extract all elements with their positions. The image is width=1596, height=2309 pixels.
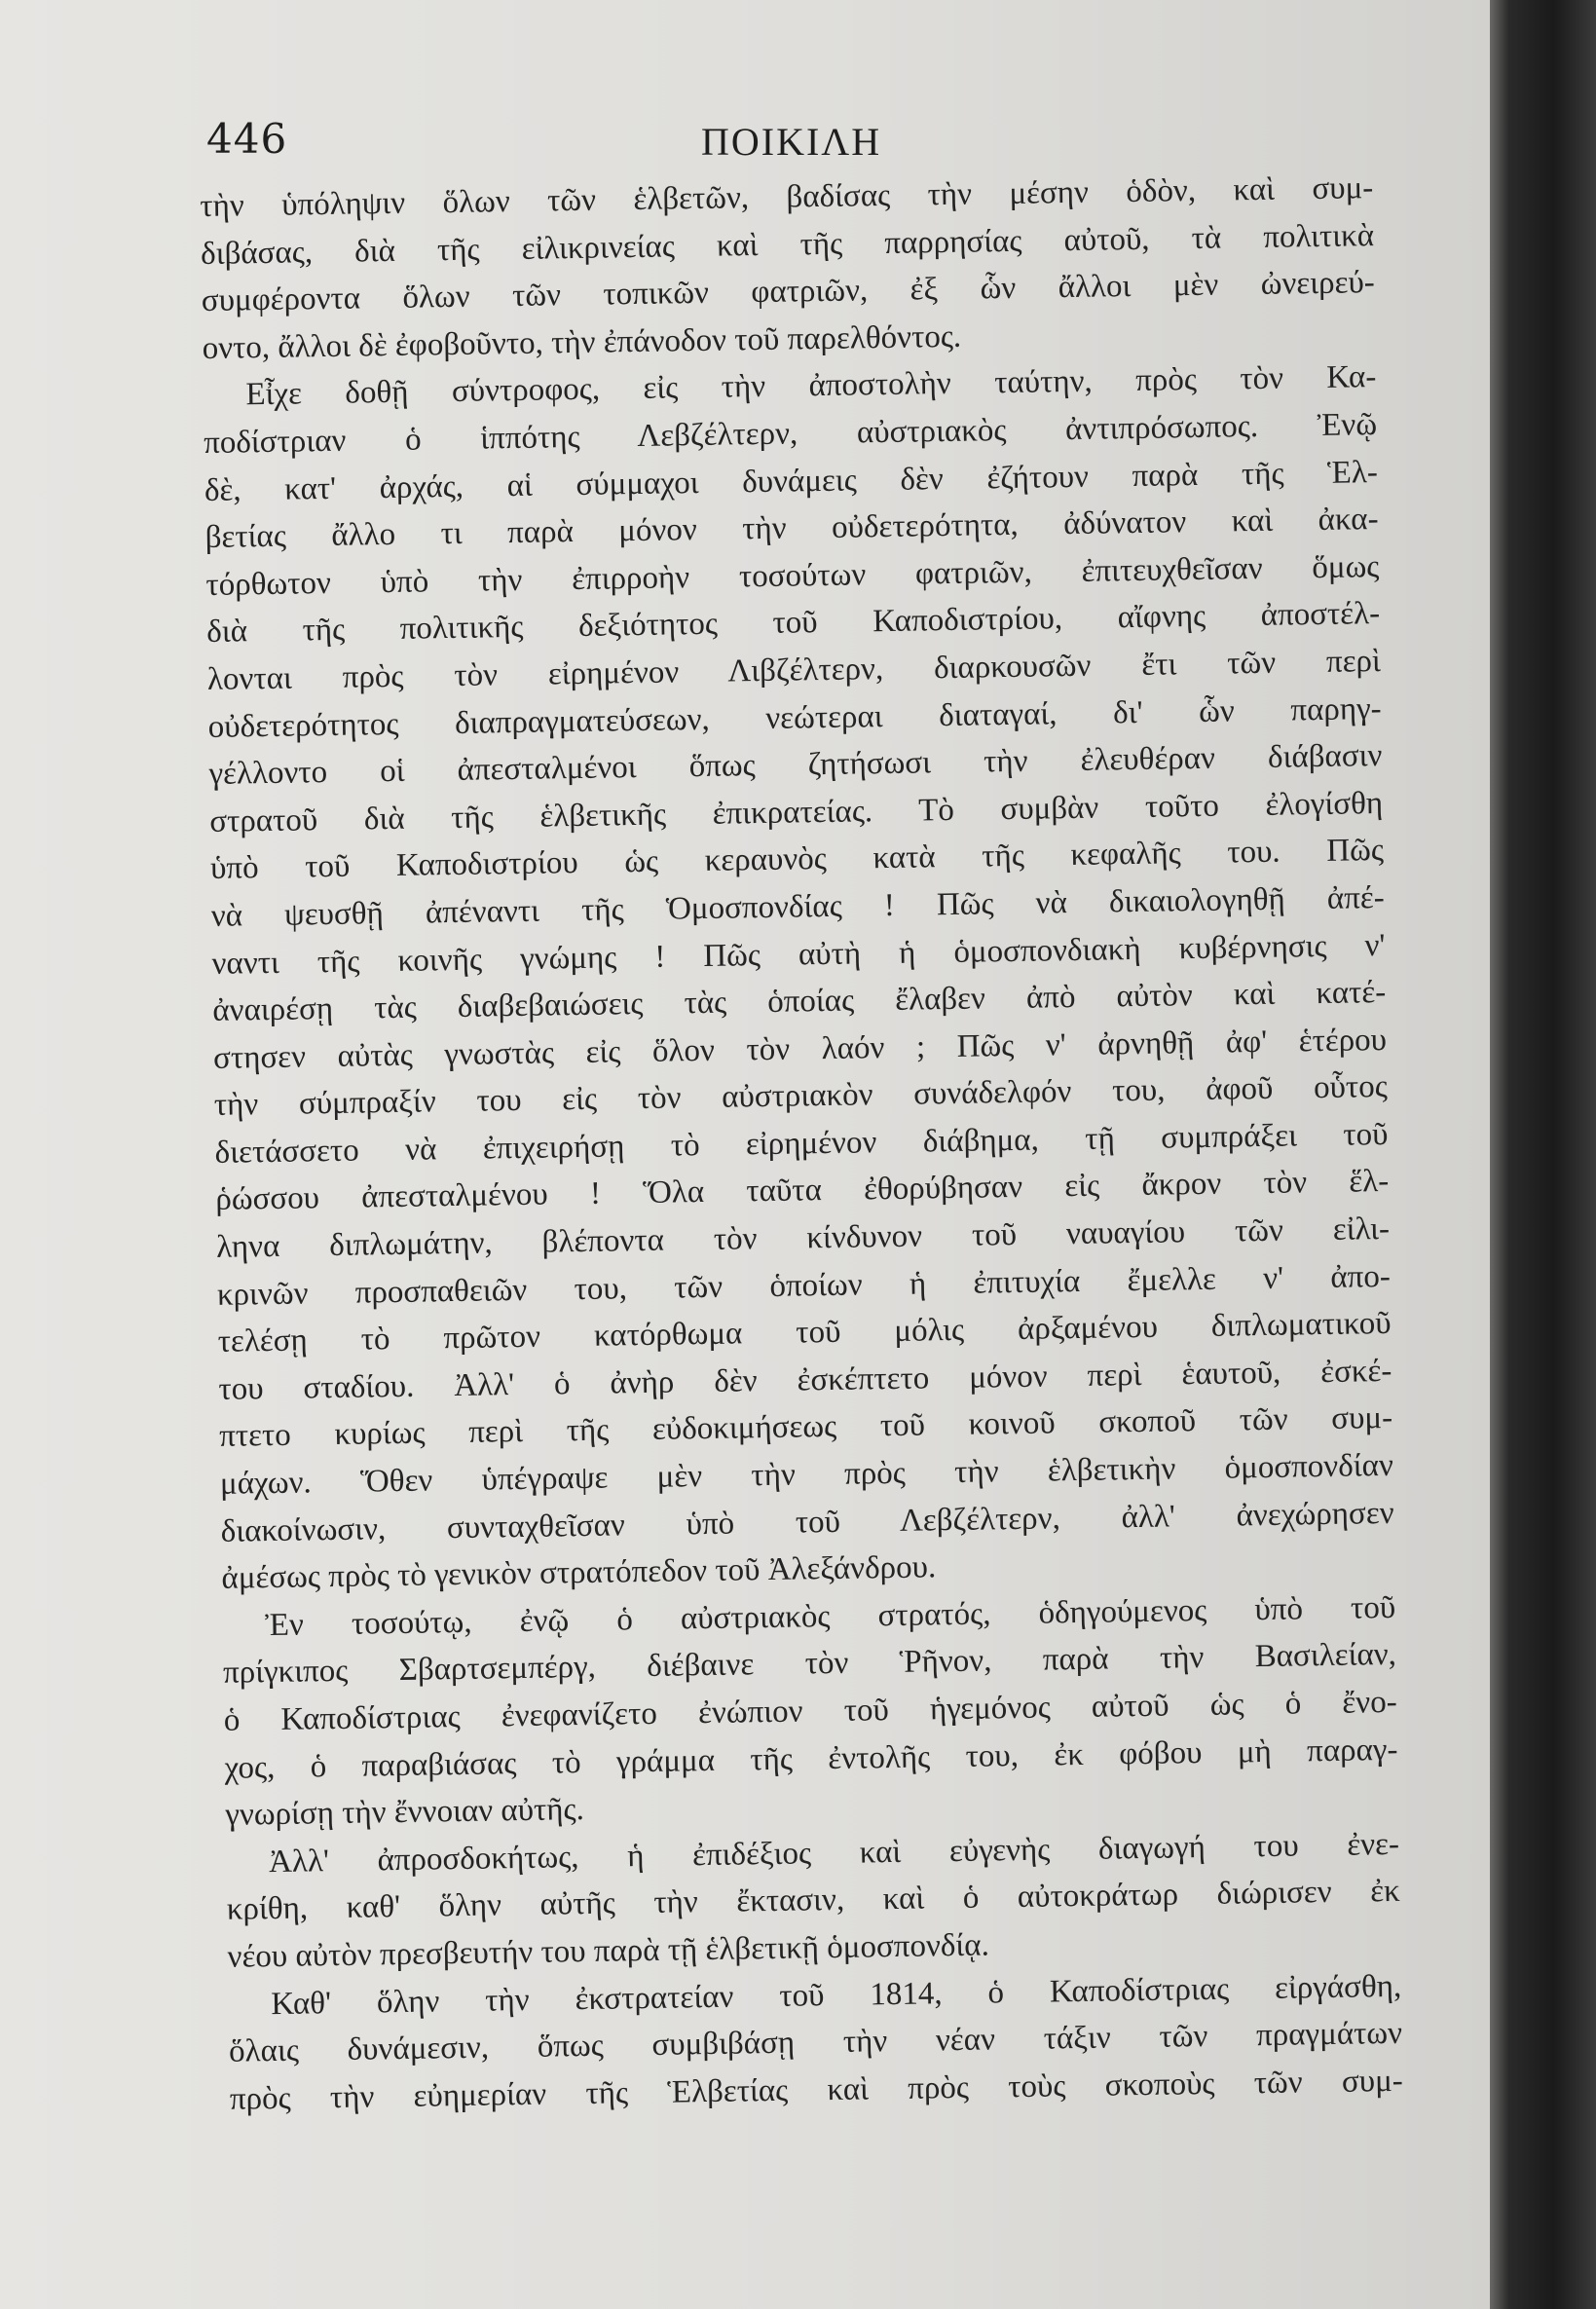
text-line: οντο, ἄλλοι δὲ ἐφοβοῦντο, τὴν ἐπάνοδον τοῦ παρελθόντος. (202, 318, 962, 366)
text-line: γέλλοντο οἱ ἀπεσταλμένοι ὅπως ζητήσωσι τὴν ἐλευθέραν διάβασιν (208, 738, 1383, 793)
text-line: ληνα διπλωμάτην, βλέποντα τὸν κίνδυνον τοῦ ναυαγίου τῶν εἰλι- (215, 1211, 1391, 1265)
text-line: κρινῶν προσπαθειῶν του, τῶν ὁποίων ἡ ἐπιτυχία ἔμελλε ν' ἀπο- (216, 1258, 1392, 1313)
text-line: Εἶχε δοθῇ σύντροφος, εἰς τὴν ἀποστολὴν ταύτην, πρὸς τὸν Κα- (245, 359, 1377, 413)
text-line: οὐδετερότητος διαπραγματεύσεων, νεώτεραι διαταγαί, δι' ὧν παρηγ- (207, 690, 1382, 745)
text-line: του σταδίου. Ἀλλ' ὁ ἀνὴρ δὲν ἐσκέπτετο μόνον περὶ ἑαυτοῦ, ἐσκέ- (218, 1353, 1392, 1407)
text-line: ὑπὸ τοῦ Καποδιστρίου ὡς κεραυνὸς κατὰ τῆς κεφαλῆς του. Πῶς (209, 833, 1385, 887)
text-line: Ἐν τοσούτῳ, ἐνῷ ὁ αὐστριακὸς στρατός, ὁδηγούμενος ὑπὸ τοῦ (264, 1589, 1396, 1643)
text-line: μάχων. Ὅθεν ὑπέγραψε μὲν τὴν πρὸς τὴν ἑλβετικὴν ὁμοσπονδίαν (219, 1447, 1394, 1502)
text-line: χος, ὁ παραβιάσας τὸ γράμμα τῆς ἐντολῆς του, ἐκ φόβου μὴ παραγ- (224, 1732, 1398, 1786)
text-line: γνωρίσῃ τὴν ἔννοιαν αὐτῆς. (225, 1792, 585, 1833)
text-line: τὴν σύμπραξίν του εἰς τὸν αὐστριακὸν συνάδελφόν του, ἀφοῦ οὗτος (213, 1069, 1389, 1124)
text-line: στησεν αὐτὰς γνωστὰς εἰς ὅλον τὸν λαόν ; Πῶς ν' ἀρνηθῇ ἀφ' ἑτέρου (212, 1022, 1388, 1076)
text-line: ἀμέσως πρὸς τὸ γενικὸν στρατόπεδον τοῦ Ἀλεξάνδρου. (221, 1549, 937, 1597)
text-line: κρίθη, καθ' ὅλην αὐτῆς τὴν ἔκτασιν, καὶ ὁ αὐτοκράτωρ διώρισεν ἐκ (226, 1874, 1400, 1928)
text-line: διὰ τῆς πολιτικῆς δεξιότητος τοῦ Καποδιστρίου, αἴφνης ἀποστέλ- (205, 596, 1381, 651)
running-title: ΠΟΙΚΙΛΗ (701, 120, 882, 164)
text-line: τὴν ὑπόληψιν ὅλων τῶν ἑλβετῶν, βαδίσας τὴν μέσην ὁδὸν, καὶ συμ- (200, 170, 1374, 224)
text-line: διακοίνωσιν, συνταχθεῖσαν ὑπὸ τοῦ Λεβζέλτερν, ἀλλ' ἀνεχώρησεν (220, 1495, 1394, 1549)
text-line: στρατοῦ διὰ τῆς ἑλβετικῆς ἐπικρατείας. Τὸ συμβὰν τοῦτο ἐλογίσθη (209, 785, 1384, 839)
text-line: ἀναιρέσῃ τὰς διαβεβαιώσεις τὰς ὁποίας ἔλαβεν ἀπὸ αὐτὸν καὶ κατέ- (212, 975, 1387, 1028)
text-line: ὁ Καποδίστριας ἐνεφανίζετο ἐνώπιον τοῦ ἡγεμόνος αὐτοῦ ὡς ὁ ἔνο- (223, 1684, 1397, 1738)
text-line: διβάσας, διὰ τῆς εἰλικρινείας καὶ τῆς παρρησίας αὐτοῦ, τὰ πολιτικὰ (200, 217, 1375, 272)
text-line: βετίας ἄλλο τι παρὰ μόνον τὴν οὐδετερότητα, ἀδύνατον καὶ ἀκα- (204, 502, 1379, 556)
text-line: πτετο κυρίως περὶ τῆς εὐδοκιμήσεως τοῦ κοινοῦ σκοποῦ τῶν συμ- (218, 1400, 1393, 1455)
text-line: ποδίστριαν ὁ ἱππότης Λεβζέλτερν, αὐστριακὸς ἀντιπρόσωπος. Ἐνῷ (203, 407, 1378, 461)
text-line: συμφέροντα ὅλων τῶν τοπικῶν φατριῶν, ἐξ ὧν ἄλλοι μὲν ὠνειρεύ- (201, 265, 1376, 319)
text-line: ῥώσσου ἀπεσταλμένου ! Ὅλα ταῦτα ἐθορύβησαν εἰς ἄκρον τὸν ἕλ- (215, 1164, 1390, 1218)
text-line: Καθ' ὅλην τὴν ἐκστρατείαν τοῦ 1814, ὁ Καποδίστριας εἰργάσθη, (271, 1968, 1402, 2022)
text-line: ὅλαις δυνάμεσιν, ὅπως συμβιβάσῃ τὴν νέαν τάξιν τῶν πραγμάτων (228, 2015, 1403, 2069)
text-line: λονται πρὸς τὸν εἰρημένον Λιβζέλτερν, διαρκουσῶν ἔτι τῶν περὶ (206, 643, 1382, 697)
text-line: ναντι τῆς κοινῆς γνώμης ! Πῶς αὐτὴ ἡ ὁμοσπονδιακὴ κυβέρνησις ν' (211, 927, 1386, 982)
book-spine-shadow (1490, 0, 1596, 2309)
page-number: 446 (206, 115, 288, 163)
body-text (200, 165, 1405, 2228)
text-line: τελέσῃ τὸ πρῶτον κατόρθωμα τοῦ μόλις ἀρξαμένου διπλωματικοῦ (217, 1306, 1392, 1360)
text-line: νὰ ψευσθῇ ἀπέναντι τῆς Ὁμοσπονδίας ! Πῶς νὰ δικαιολογηθῇ ἀπέ- (210, 879, 1385, 934)
text-line: νέου αὐτὸν πρεσβευτήν του παρὰ τῇ ἑλβετικῇ ὁμοσπονδίᾳ. (227, 1927, 990, 1975)
text-line: Ἀλλ' ἀπροσδοκήτως, ἡ ἐπιδέξιος καὶ εὐγενὴς διαγωγή του ἐνε- (268, 1826, 1400, 1880)
text-line: πρίγκιπος Σβαρτσεμπέργ, διέβαινε τὸν Ῥῆνον, παρὰ τὴν Βασιλείαν, (222, 1637, 1397, 1692)
text-line: τόρθωτον ὑπὸ τὴν ἐπιρροὴν τοσούτων φατριῶν, ἐπιτευχθεῖσαν ὅμως (205, 548, 1380, 603)
text-line: διετάσσετο νὰ ἐπιχειρήσῃ τὸ εἰρημένον διάβημα, τῇ συμπράξει τοῦ (214, 1116, 1389, 1171)
text-line: δὲ, κατ' ἀρχάς, αἱ σύμμαχοι δυνάμεις δὲν ἐζήτουν παρὰ τῆς Ἑλ- (204, 454, 1379, 508)
text-line: πρὸς τὴν εὐημερίαν τῆς Ἑλβετίας καὶ πρὸς τοὺς σκοποὺς τῶν συμ- (229, 2063, 1404, 2117)
